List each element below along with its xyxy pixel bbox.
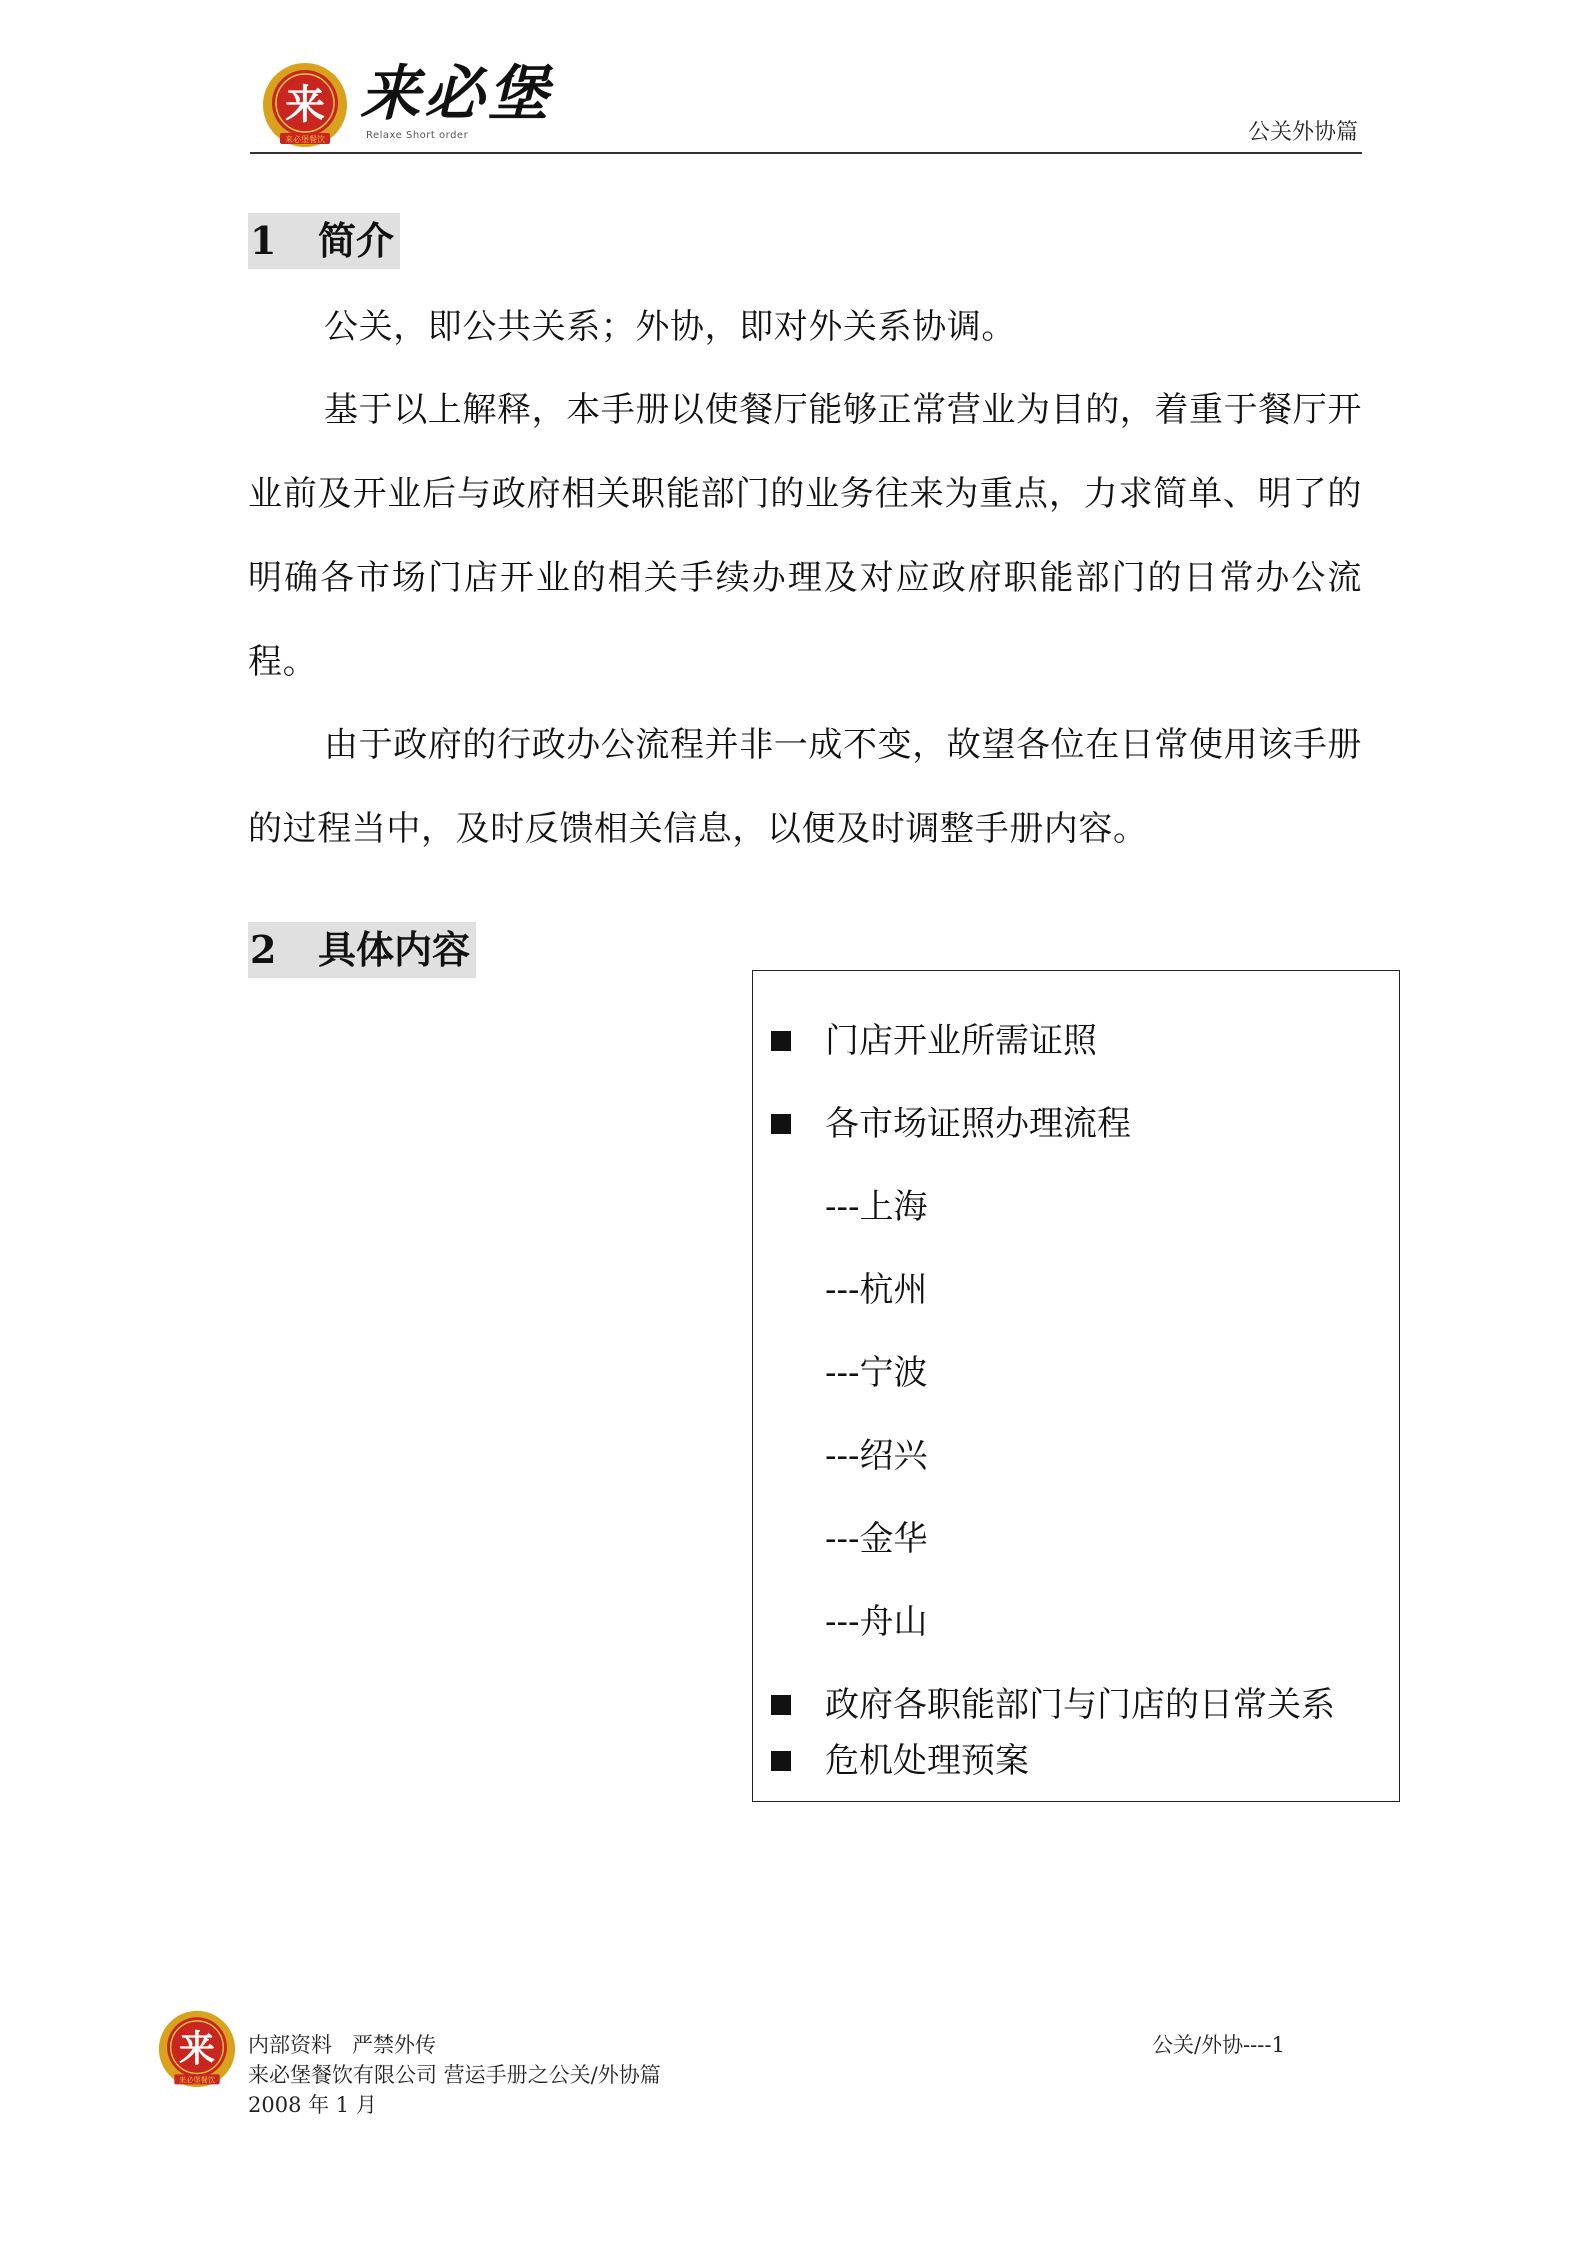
footer-brand-badge-logo — [158, 2010, 236, 2088]
contents-sub-item — [753, 1343, 927, 1403]
contents-sub-label: ---绍兴 — [825, 1436, 928, 1476]
contents-list-box — [752, 970, 1400, 1802]
footer-page-number: 公关/外协----1 — [1152, 2033, 1285, 2057]
contents-sub-item — [753, 1260, 927, 1320]
contents-bullet-item — [753, 1731, 1029, 1791]
contents-bullet-item — [753, 1011, 1097, 1071]
svg-text:来: 来 — [285, 82, 325, 128]
svg-text:来必堡餐饮: 来必堡餐饮 — [285, 135, 325, 144]
intro-paragraph-3: 由于政府的行政办公流程并非一成不变，故望各位在日常使用该手册的过程当中，及时反馈相关信息，以便及时调整手册内容。 — [248, 725, 1362, 849]
contents-item-label: 危机处理预案 — [825, 1741, 1029, 1781]
brand-badge-logo — [262, 62, 348, 148]
footer-confidential-note: 内部资料 严禁外传 — [248, 2033, 437, 2057]
footer-company-manual: 来必堡餐饮有限公司 营运手册之公关/外协篇 — [248, 2063, 661, 2087]
contents-sub-item — [753, 1592, 927, 1652]
contents-sub-label: ---上海 — [825, 1187, 928, 1227]
contents-sub-item — [753, 1509, 927, 1569]
contents-item-label: 各市场证照办理流程 — [825, 1104, 1131, 1144]
contents-sub-label: ---杭州 — [825, 1270, 928, 1310]
footer-date: 2008 年 1 月 — [248, 2093, 377, 2117]
square-bullet-icon — [771, 1114, 791, 1134]
footer-info — [248, 2030, 661, 2120]
section-2-number: 2 — [250, 927, 277, 972]
header-section-title: 公关外协篇 — [1247, 120, 1358, 145]
square-bullet-icon — [771, 1695, 791, 1715]
section-1-title: 简介 — [318, 218, 395, 263]
contents-sub-label: ---宁波 — [825, 1353, 928, 1393]
contents-bullet-item — [753, 1675, 1335, 1735]
contents-item-label: 政府各职能部门与门店的日常关系 — [825, 1685, 1335, 1725]
intro-paragraph-1: 公关，即公共关系；外协，即对外关系协调。 — [324, 307, 1016, 347]
section-2-heading — [248, 922, 476, 978]
square-bullet-icon — [771, 1031, 791, 1051]
svg-text:来: 来 — [178, 2026, 216, 2070]
brand-wordmark: 来必堡 — [360, 59, 552, 129]
intro-paragraph-2: 基于以上解释，本手册以使餐厅能够正常营业为目的，着重于餐厅开业前及开业后与政府相关职能部门的业务往来为重点，力求简单、明了的明确各市场门店开业的相关手续办理及对应政府职能部门的日常办公流程。 — [248, 390, 1362, 682]
square-bullet-icon — [771, 1751, 791, 1771]
page-header — [250, 60, 1362, 154]
contents-sub-item — [753, 1177, 927, 1237]
contents-sub-label: ---舟山 — [825, 1602, 928, 1642]
contents-bullet-item — [753, 1094, 1131, 1154]
section-1-heading — [248, 213, 400, 269]
brand-tagline: Relaxe Short order — [366, 130, 469, 141]
svg-text:来必堡餐饮: 来必堡餐饮 — [178, 2075, 216, 2085]
contents-sub-item — [753, 1426, 927, 1486]
contents-item-label: 门店开业所需证照 — [825, 1021, 1097, 1061]
section-1-number: 1 — [250, 218, 277, 263]
section-2-title: 具体内容 — [318, 927, 471, 972]
contents-sub-label: ---金华 — [825, 1519, 928, 1559]
